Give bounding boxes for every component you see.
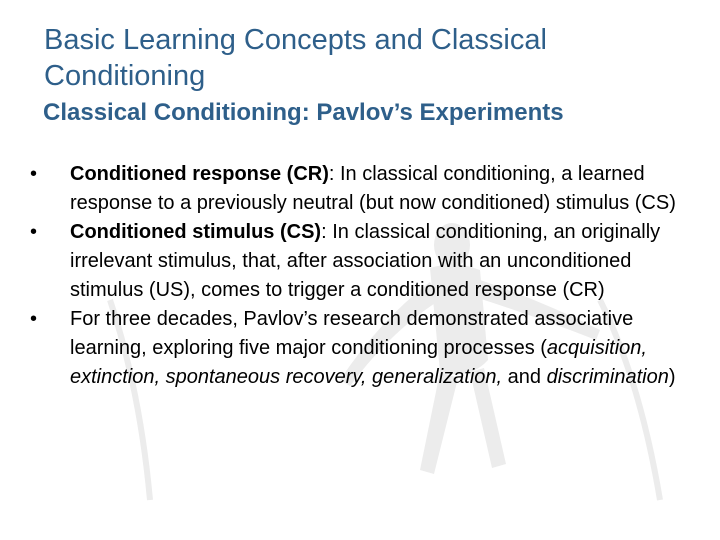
bullet-marker: •: [30, 221, 38, 243]
bullet-item-pavlov-research: [30, 305, 690, 392]
bullet-italic-processes: acquisition, extinction, spontaneous recovery, generalization,: [70, 337, 647, 388]
bullet-text: For three decades, Pavlov’s research demonstrated associative learning, exploring five major conditioning processes (: [70, 308, 634, 359]
slide-subtitle: Classical Conditioning: Pavlov’s Experiments: [43, 99, 564, 126]
bullet-term: Conditioned response (CR): [70, 163, 329, 185]
bullet-text: : In classical conditioning, an originally irrelevant stimulus, that, after association with an unconditioned stimulus (US), comes to trigger a conditioned response (CR): [70, 221, 661, 301]
bullet-item-conditioned-response: [30, 160, 690, 218]
bullet-term: Conditioned stimulus (CS): [70, 221, 322, 243]
bullet-marker: •: [30, 163, 38, 185]
bullet-list: [30, 160, 690, 392]
slide-title: Basic Learning Concepts and Classical Conditioning: [44, 24, 547, 92]
bullet-marker: •: [30, 308, 38, 330]
bullet-text: : In classical conditioning, a learned response to a previously neutral (but now conditioned) stimulus (CS): [70, 163, 676, 214]
bullet-text: and: [502, 366, 547, 388]
bullet-item-conditioned-stimulus: [30, 218, 690, 305]
bullet-text: ): [668, 366, 676, 388]
bullet-italic-discrimination: discrimination: [546, 366, 669, 388]
